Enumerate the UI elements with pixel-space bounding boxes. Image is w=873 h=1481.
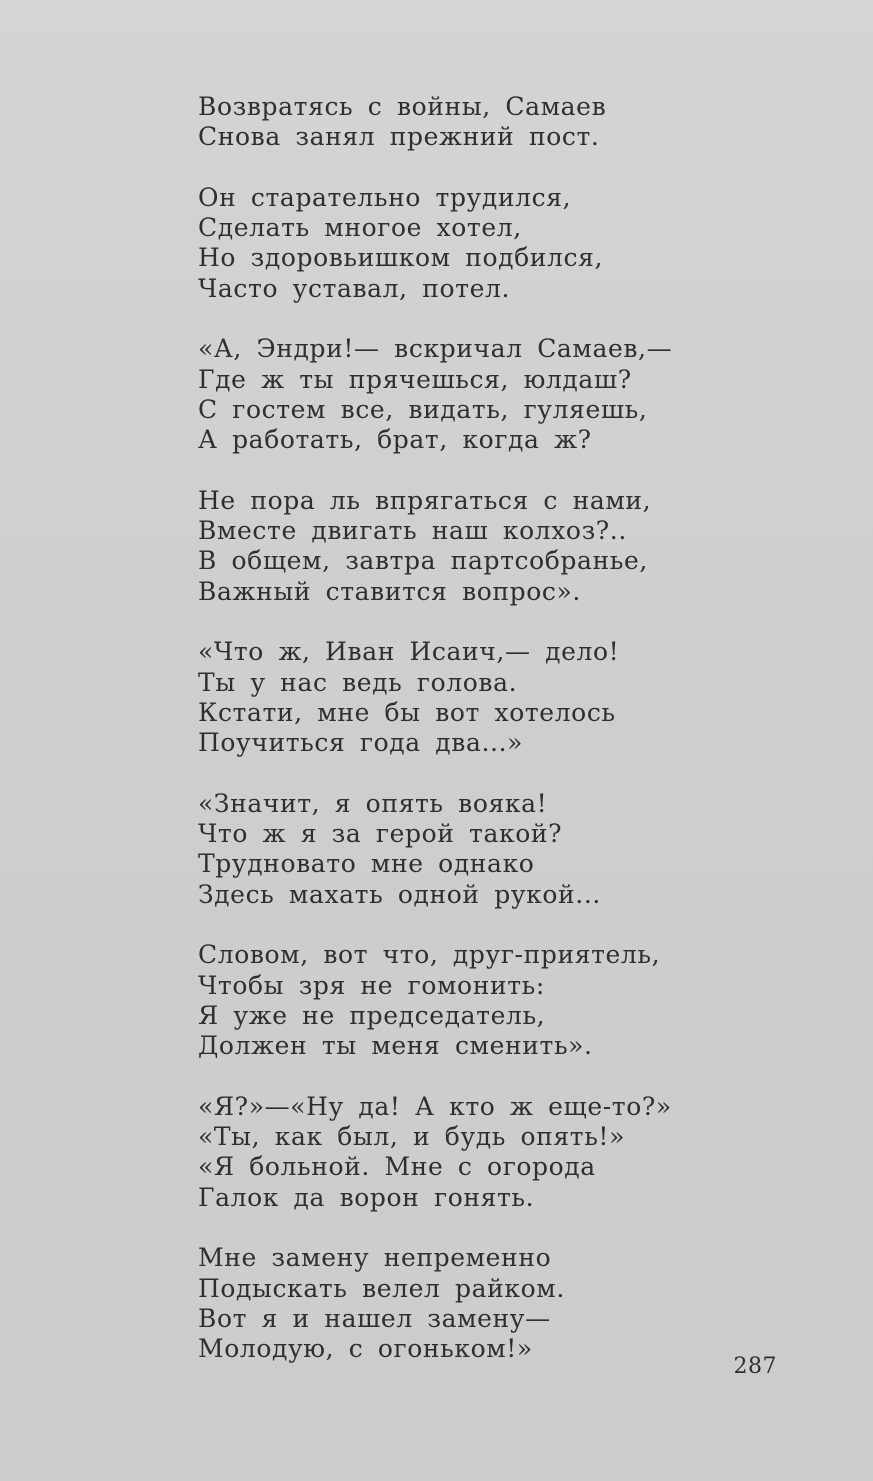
page-number: 287	[733, 1354, 777, 1379]
poem-line: Возвратясь с войны, Самаев	[198, 92, 607, 121]
stanza-3	[198, 334, 718, 455]
poem-line: Мне замену непременно	[198, 1243, 552, 1273]
poem-line: Снова занял прежний пост.	[198, 122, 600, 152]
poem-line: Где ж ты прячешься, юлдаш?	[198, 364, 632, 394]
poem-line: «Я?»—«Ну да! А кто ж еще-то?»	[198, 1091, 672, 1121]
poem-line: Галок да ворон гонять.	[198, 1182, 535, 1212]
poem-line: Сделать многое хотел,	[198, 213, 522, 243]
poem-line: Молодую, с огоньком!»	[198, 1334, 533, 1364]
poem-line: «Ты, как был, и будь опять!»	[198, 1122, 625, 1152]
poem-line: Вместе двигать наш колхоз?..	[198, 516, 627, 546]
poem-line: «Значит, я опять вояка!	[198, 788, 548, 818]
poem-line: В общем, завтра партсобранье,	[198, 546, 648, 576]
poem-line: Что ж я за герой такой?	[198, 819, 563, 849]
poem-line: Трудновато мне однако	[198, 849, 535, 879]
stanza-1	[198, 92, 718, 153]
poem-line: А работать, брат, когда ж?	[198, 425, 592, 455]
poem-line: Кстати, мне бы вот хотелось	[198, 697, 616, 727]
stanza-9	[198, 1243, 718, 1364]
poem-line: Но здоровьишком подбился,	[198, 243, 604, 273]
stanza-5	[198, 637, 718, 758]
poem-line: Чтобы зря не гомонить:	[198, 970, 545, 1000]
stanza-8	[198, 1092, 718, 1213]
poem-line: Подыскать велел райком.	[198, 1273, 565, 1303]
poem-line: Не пора ль впрягаться с нами,	[198, 485, 652, 515]
poem-line: Ты у нас ведь голова.	[198, 667, 518, 697]
poem-line: С гостем все, видать, гуляешь,	[198, 394, 648, 424]
poem-line: Здесь махать одной рукой...	[198, 879, 601, 909]
stanza-2	[198, 183, 718, 304]
poem-line: «А, Эндри!— вскричал Самаев,—	[198, 334, 673, 364]
stanza-4	[198, 486, 718, 607]
poem-line: Часто уставал, потел.	[198, 273, 511, 303]
poem-text	[198, 92, 718, 1395]
poem-line: Важный ставится вопрос».	[198, 576, 581, 606]
poem-line: Он старательно трудился,	[198, 182, 572, 212]
poem-line: Словом, вот что, друг-приятель,	[198, 940, 661, 970]
poem-line: «Что ж, Иван Исаич,— дело!	[198, 637, 620, 667]
poem-line: «Я больной. Мне с огорода	[198, 1152, 596, 1182]
stanza-7	[198, 940, 718, 1061]
poem-line: Поучиться года два...»	[198, 728, 524, 758]
stanza-6	[198, 789, 718, 910]
poem-line: Должен ты меня сменить».	[198, 1031, 593, 1061]
poem-line: Вот я и нашел замену—	[198, 1303, 551, 1333]
poem-line: Я уже не председатель,	[198, 1000, 546, 1030]
